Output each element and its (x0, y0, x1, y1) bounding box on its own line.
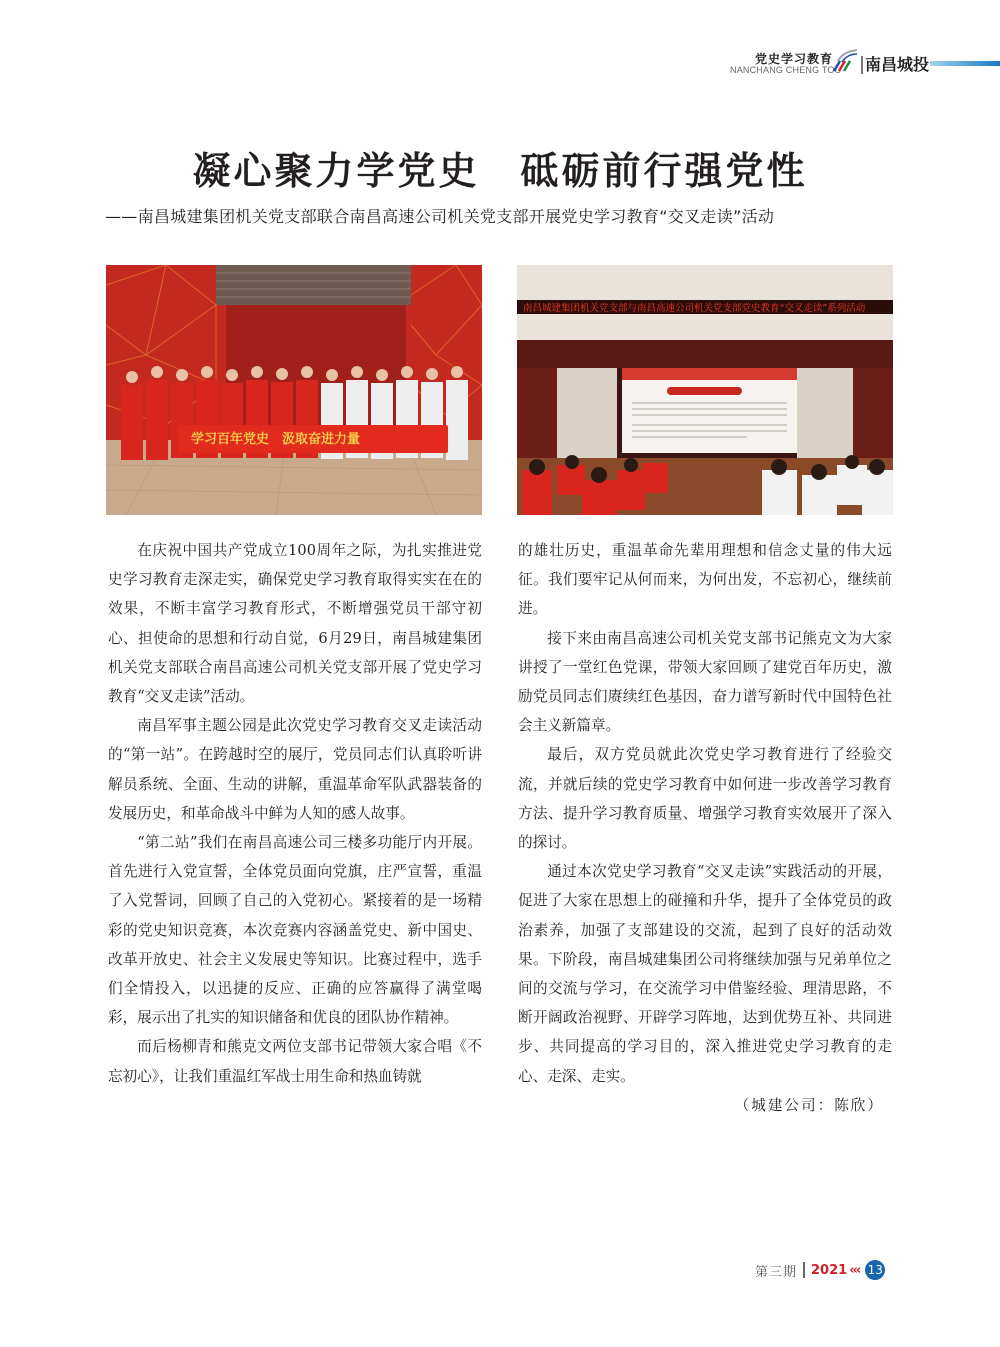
article-body-right-column (518, 536, 892, 1120)
author-byline: （城建公司：陈欣） (734, 1096, 884, 1114)
header-accent-bar (930, 61, 1000, 66)
meeting-hall-illustration (517, 265, 893, 515)
paragraph: 最后，双方党员就此次党史学习教育进行了经验交流，并就后续的党史学习教育中如何进一步改善学习教育方法、提升学习教育质量、增强学习教育实效展开了深入的探讨。 (518, 746, 892, 852)
paragraph: 南昌军事主题公园是此次党史学习教育交叉走读活动的“第一站”。在跨越时空的展厅，党员同志们认真聆听讲解员系统、全面、生动的讲解，重温革命军队武器装备的发展历史，和革命战斗中鲜为人知的感人故事。 (108, 717, 482, 822)
article-body-left-column (108, 536, 482, 1091)
page-number-badge: 13 (865, 1260, 885, 1280)
group-photo-illustration (106, 265, 482, 515)
brand-name: 南昌城投 (865, 55, 930, 74)
footer-divider (803, 1262, 805, 1278)
group-photo (106, 265, 482, 515)
paragraph: “第二站”我们在南昌高速公司三楼多功能厅内开展。首先进行入党宣誓，全体党员面向党旗，庄严宣誓，重温了入党誓词，回顾了自己的入党初心。紧接着的是一场精彩的党史知识竞赛，本次竞赛内容涵盖党史、新中国史、改革开放史、社会主义发展史等知识。比赛过程中，选手们全情投入，以迅捷的反应、正确的应答赢得了满堂喝彩，展示出了扎实的知识储备和优良的团队协作精神。 (108, 834, 482, 1027)
chevrons-left-icon: ‹‹‹ (849, 1262, 860, 1278)
paragraph: 而后杨柳青和熊克文两位支部书记带领大家合唱《不忘初心》，让我们重温红军战士用生命和热血铸就 (108, 1038, 482, 1085)
banner-text: 学习百年党史 汲取奋进力量 (191, 432, 361, 447)
header-divider (861, 56, 863, 74)
issue-label: 第三期 (755, 1264, 798, 1280)
paragraph: 在庆祝中国共产党成立100周年之际，为扎实推进党史学习教育走深走实，确保党史学习教育取得实实在在的效果，不断丰富学习教育形式，不断增强党员干部守初心、担使命的思想和行动自觉，6月29日，南昌城建集团机关党支部联合南昌高速公司机关党支部开展了党史学习教育“交叉走读”活动。 (108, 542, 482, 706)
led-banner-text: 南昌城建集团机关党支部与南昌高速公司机关党支部党史教育“交叉走读”系列活动 (523, 303, 866, 314)
paragraph: 接下来由南昌高速公司机关党支部书记熊克文为大家讲授了一堂红色党课，带领大家回顾了建党百年历史，激励党员同志们赓续红色基因，奋力谱写新时代中国特色社会主义新篇章。 (518, 629, 892, 735)
nanchang-chengtou-logo-icon (830, 49, 858, 73)
brand-english-name: NANCHANG CHENG TOU (730, 65, 842, 75)
article-title: 凝心聚力学党史 砥砺前行强党性 (192, 149, 808, 193)
page-footer (755, 1258, 885, 1282)
series-title: 党史学习教育 (755, 52, 834, 66)
paragraph: 通过本次党史学习教育“交叉走读”实践活动的开展，促进了大家在思想上的碰撞和升华，提升了全体党员的政治素养，加强了支部建设的交流，起到了良好的活动效果。下阶段，南昌城建集团公司将继续加强与兄弟单位之间的交流与学习，在交流学习中借鉴经验、理清思路，不断开阔政治视野、开辟学习阵地，达到优势互补、共同进步、共同提高的学习目的，深入推进党史学习教育的走心、走深、走实。 (518, 863, 892, 1085)
projection-screen (622, 368, 797, 453)
paragraph: 的雄壮历史，重温革命先辈用理想和信念丈量的伟大远征。我们要牢记从何而来，为何出发，不忘初心，继续前进。 (518, 542, 892, 618)
page-header (700, 40, 1000, 90)
year-label: 2021 (811, 1262, 848, 1278)
article-subtitle: ——南昌城建集团机关党支部联合南昌高速公司机关党支部开展党史学习教育“交叉走读”活动 (105, 207, 775, 226)
meeting-hall-photo (517, 265, 893, 515)
